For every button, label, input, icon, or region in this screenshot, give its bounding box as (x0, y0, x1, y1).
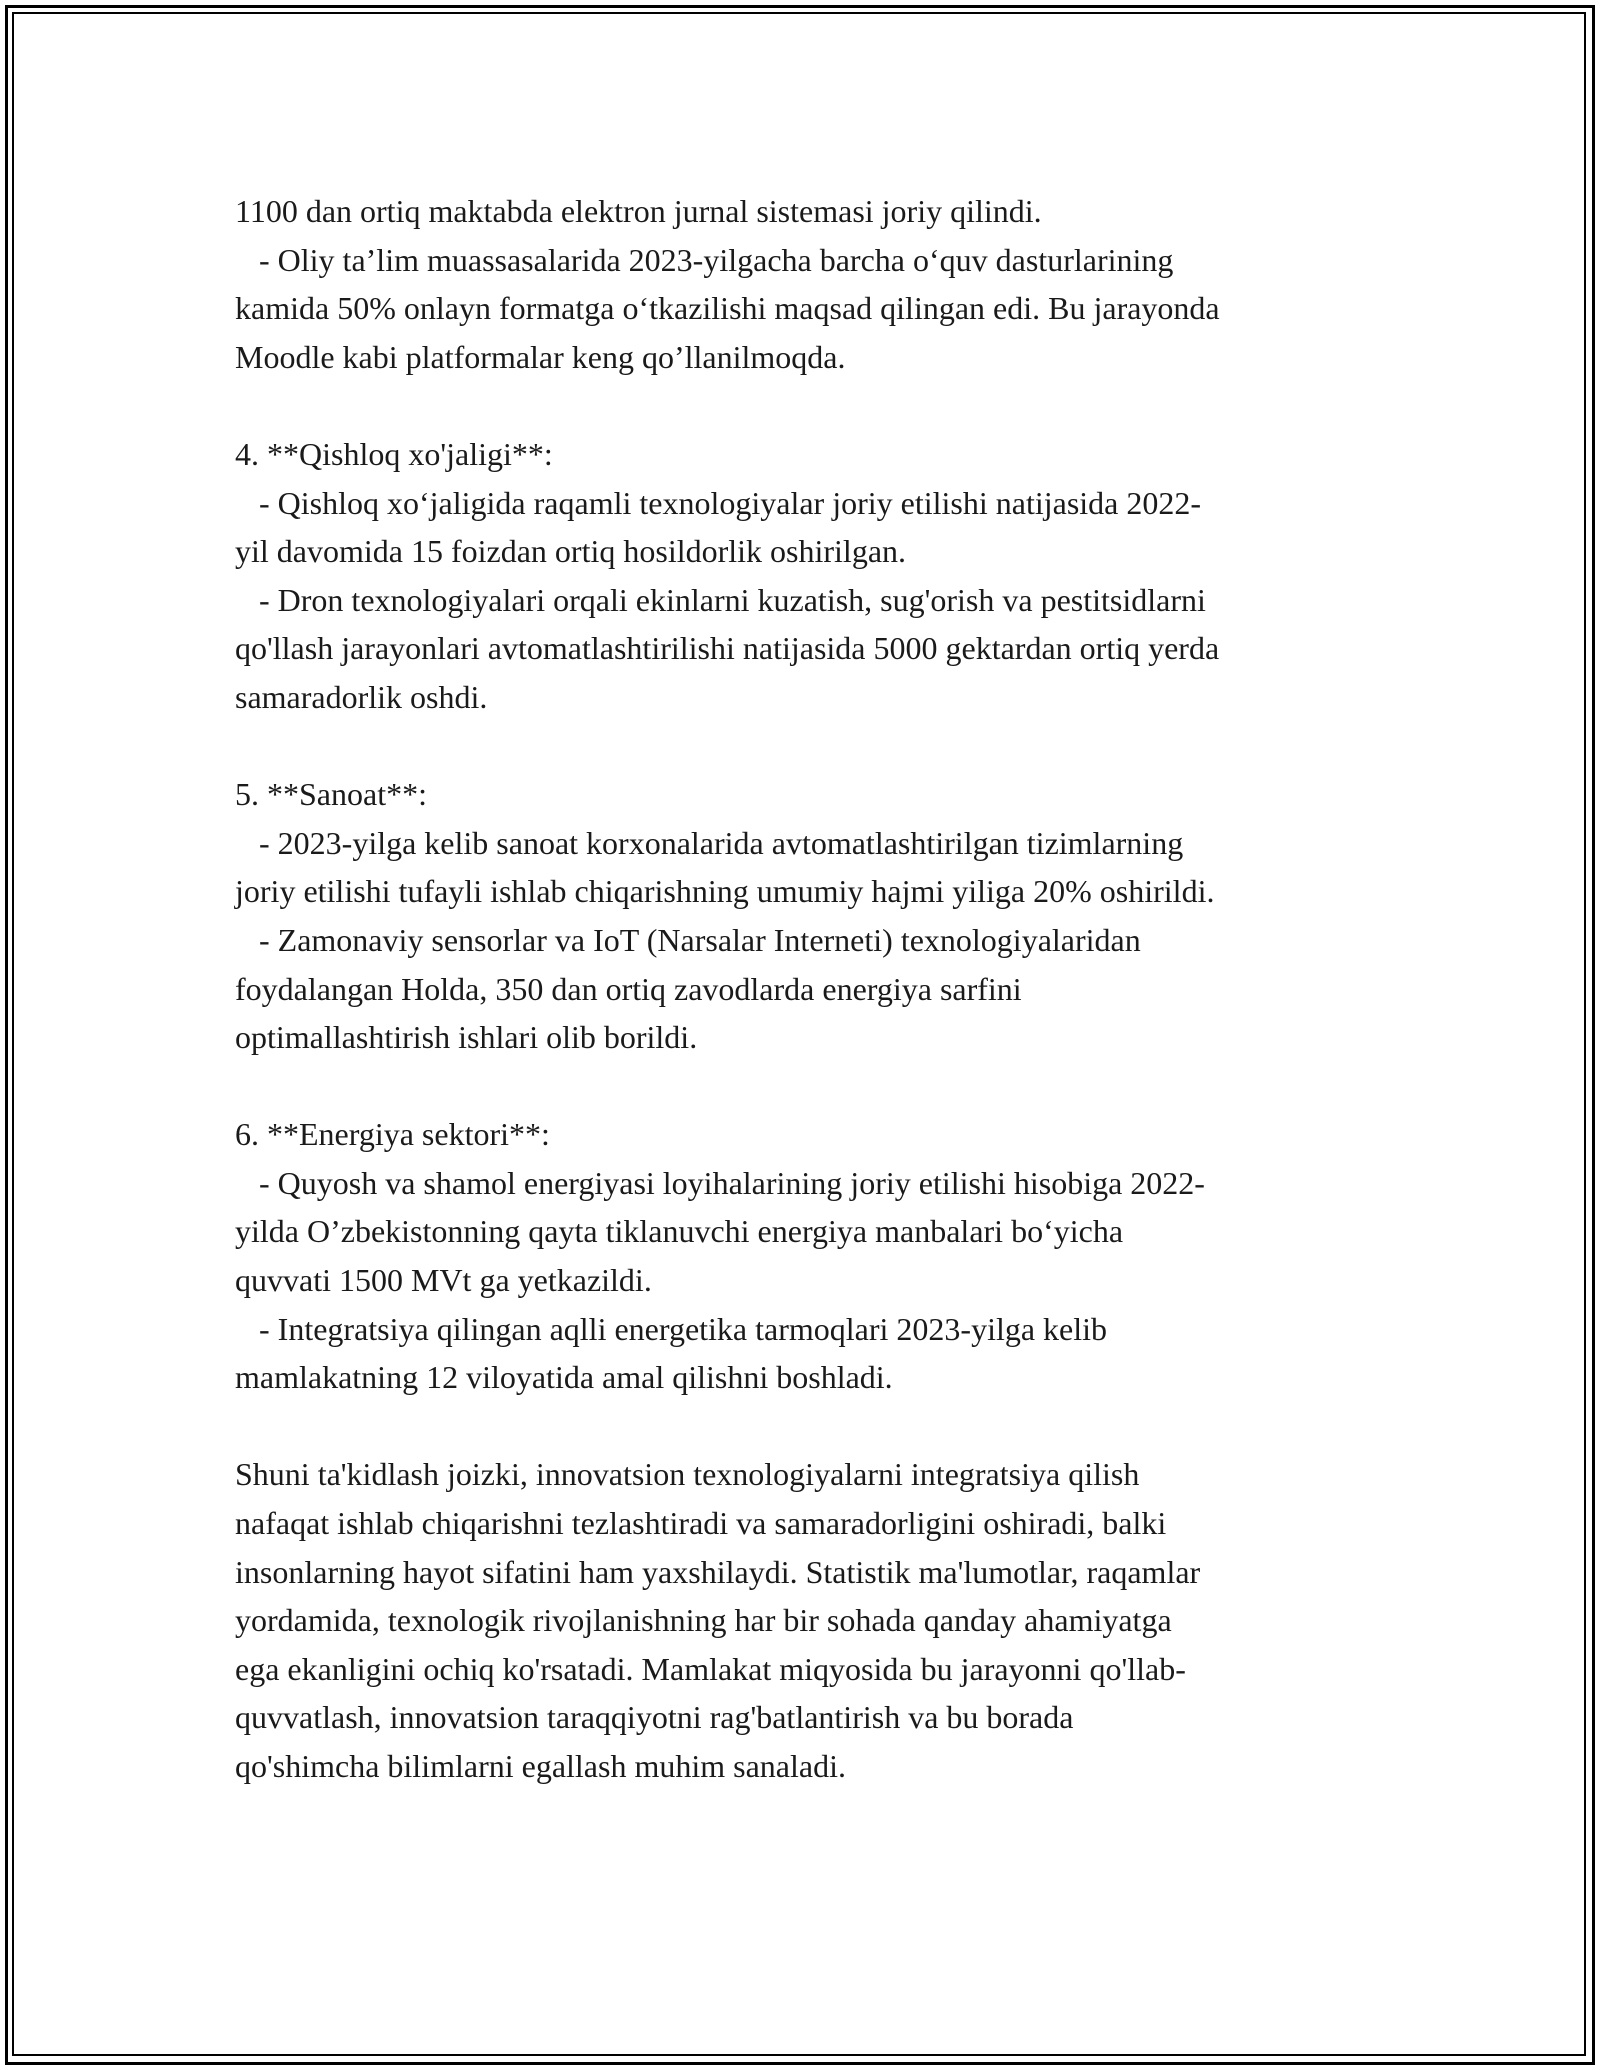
text-line: - Oliy ta’lim muassasalarida 2023-yilgacha barcha o‘quv dasturlarining (235, 241, 1174, 278)
text-line: foydalangan Holda, 350 dan ortiq zavodlarda energiya sarfini (235, 970, 1022, 1007)
blank-line (235, 722, 1385, 771)
text-line: - Zamonaviy sensorlar va IoT (Narsalar Interneti) texnologiyalaridan (235, 921, 1141, 958)
text-line: - Qishloq xo‘jaligida raqamli texnologiyalar joriy etilishi natijasida 2022- (235, 484, 1202, 521)
blank-line (235, 381, 1385, 430)
section-heading-energiya: 6. **Energiya sektori**: (235, 1116, 550, 1153)
text-line: yil davomida 15 foizdan ortiq hosildorlik oshirilgan. (235, 533, 907, 570)
text-line: kamida 50% onlayn formatga o‘tkazilishi maqsad qilingan edi. Bu jarayonda (235, 290, 1220, 327)
document-body (235, 187, 1385, 1791)
conclusion-line: qo'shimcha bilimlarni egallash muhim sanaladi. (235, 1748, 846, 1784)
text-line: yilda O’zbekistonning qayta tiklanuvchi energiya manbalari bo‘yicha (235, 1213, 1124, 1250)
text-line: - Dron texnologiyalari orqali ekinlarni kuzatish, sug'orish va pestitsidlarni (235, 581, 1206, 618)
conclusion-line: insonlarning hayot sifatini ham yaxshilaydi. Statistik ma'lumotlar, raqamlar (235, 1553, 1201, 1590)
conclusion-line: yordamida, texnologik rivojlanishning har bir sohada qanday ahamiyatga (235, 1602, 1172, 1639)
blank-line (235, 1062, 1385, 1111)
text-line: mamlakatning 12 viloyatida amal qilishni boshladi. (235, 1359, 893, 1396)
text-line: optimallashtirish ishlari olib borildi. (235, 1019, 698, 1056)
text-line: joriy etilishi tufayli ishlab chiqarishning umumiy hajmi yiliga 20% oshirildi. (235, 873, 1215, 910)
text-line: 1100 dan ortiq maktabda elektron jurnal sistemasi joriy qilindi. (235, 193, 1042, 229)
conclusion-line: quvvatlash, innovatsion taraqqiyotni rag'batlantirish va bu borada (235, 1699, 1074, 1736)
text-line: - Integratsiya qilingan aqlli energetika tarmoqlari 2023-yilga kelib (235, 1310, 1108, 1347)
text-line: samaradorlik oshdi. (235, 678, 488, 715)
conclusion-line: ega ekanligini ochiq ko'rsatadi. Mamlakat miqyosida bu jarayonni qo'llab- (235, 1650, 1186, 1687)
conclusion-line: Shuni ta'kidlash joizki, innovatsion texnologiyalarni integratsiya qilish (235, 1456, 1140, 1493)
text-line: Moodle kabi platformalar keng qo’llanilmoqda. (235, 338, 846, 375)
text-line: qo'llash jarayonlari avtomatlashtirilishi natijasida 5000 gektardan ortiq yerda (235, 630, 1220, 667)
text-line: quvvati 1500 MVt ga yetkazildi. (235, 1262, 652, 1299)
conclusion-line: nafaqat ishlab chiqarishni tezlashtiradi va samaradorligini oshiradi, balki (235, 1505, 1167, 1542)
blank-line (235, 1402, 1385, 1451)
text-line: - Quyosh va shamol energiyasi loyihalarining joriy etilishi hisobiga 2022- (235, 1164, 1205, 1201)
text-line: - 2023-yilga kelib sanoat korxonalarida avtomatlashtirilgan tizimlarning (235, 824, 1184, 861)
section-heading-sanoat: 5. **Sanoat**: (235, 776, 427, 813)
section-heading-qishloq: 4. **Qishloq xo'jaligi**: (235, 435, 553, 472)
